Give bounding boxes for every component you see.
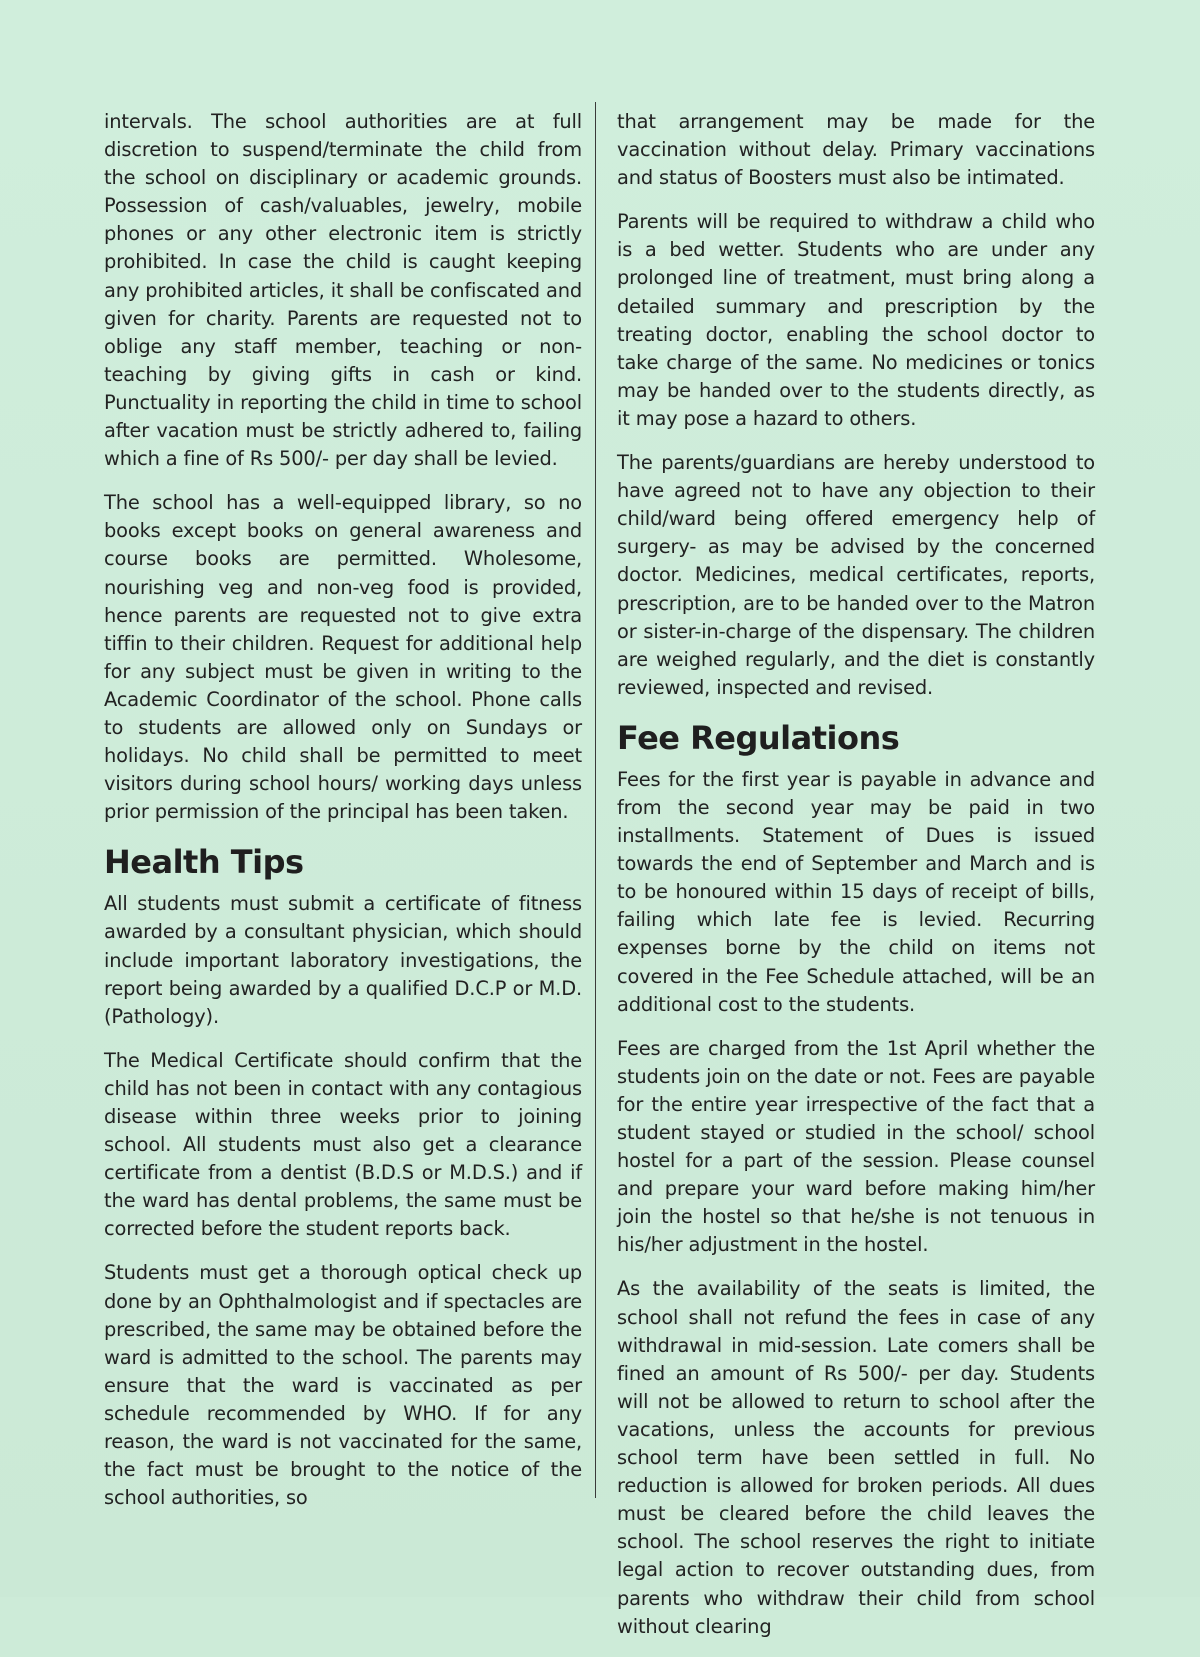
paragraph-bed-wetter-treatment: Parents will be required to withdraw a child who is a bed wetter. Students who are under any prolonged line of treatment, must bring along a detailed summary and prescription by the treating doctor, enabling the school doctor to take charge of the same. No medicines or tonics may be handed over to the students directly, as it may pose a hazard to others. [617, 210, 1095, 430]
health-tips-heading: Health Tips [104, 843, 304, 882]
paragraph-refund-policy: As the availability of the seats is limited, the school shall not refund the fees in case of any withdrawal in mid-session. Late comers shall be fined an amount of Rs 500/- per day. Students will not be allowed to return to school after the vacations, unless the accounts for previous school term have been settled in full. No reduction is allowed for broken periods. All dues must be cleared before the child leaves the school. The school reserves the right to initiate legal action to recover outstanding dues, from parents who withdraw their child from school without clearing [617, 1277, 1095, 1638]
paragraph-fitness-certificate: All students must submit a certificate of fitness awarded by a consultant physician, which should include important laboratory investigations, the report being awarded by a qualified D.C.P or M.D.(Pathology). [104, 892, 582, 1028]
paragraph-fee-charged-april: Fees are charged from the 1st April whether the students join on the date or not. Fees are payable for the entire year irrespective of the fact that a student stayed or studied in the school/ school hostel for a part of the session. Please counsel and prepare your ward before making him/her join the hostel so that he/she is not tenuous in his/her adjustment in the hostel. [617, 1036, 1095, 1257]
paragraph-library-food: The school has a well-equipped library, so no books except books on general awareness and course books are permitted. Wholesome, nourishing veg and non-veg food is provided, hence parents are requested not to give extra tiffin to their children. Request for additional help for any subject must be given in writing to the Academic Coordinator of the school. Phone calls to students are allowed only on Sundays or holidays. No child shall be permitted to meet visitors during school hours/ working days unless prior permission of the principal has been taken. [104, 491, 582, 824]
paragraph-medical-certificate: The Medical Certificate should confirm that the child has not been in contact with any contagious disease within three weeks prior to joining school. All students must also get a clearance certificate from a dentist (B.D.S or M.D.S.) and if the ward has dental problems, the same must be corrected before the student reports back. [104, 1048, 582, 1241]
paragraph-fee-installments: Fees for the first year is payable in advance and from the second year may be paid in two installments. Statement of Dues is issued towards the end of September and March and is to be honoured within 15 days of receipt of bills, failing which late fee is levied. Recurring expenses borne by the child on items not covered in the Fee Schedule attached, will be an additional cost to the students. [617, 767, 1095, 1016]
column-divider [595, 102, 596, 1498]
fee-regulations-heading: Fee Regulations [617, 718, 900, 757]
paragraph-optical-vaccination: Students must get a thorough optical check up done by an Ophthalmologist and if spectacles are prescribed, the same may be obtained before the ward is admitted to the school. The parents may ensure that the ward is vaccinated as per schedule recommended by WHO. If for any reason, the ward is not vaccinated for the same, the fact must be brought to the notice of the school authorities, so [104, 1261, 582, 1510]
paragraph-vaccination-arrangement: that arrangement may be made for the vaccination without delay. Primary vaccinations and status of Boosters must also be intimated. [617, 110, 1095, 190]
paragraph-emergency-surgery: The parents/guardians are hereby understood to have agreed not to have any objection to their child/ward being offered emergency help of surgery- as may be advised by the concerned doctor. Medicines, medical certificates, reports, prescription, are to be handed over to the Matron or sister-in-charge of the dispensary. The children are weighed regularly, and the diet is constantly reviewed, inspected and revised. [617, 451, 1095, 699]
right-column [617, 108, 1095, 1657]
left-column [104, 108, 582, 1528]
paragraph-discipline: intervals. The school authorities are at full discretion to suspend/terminate the child from the school on disciplinary or academic grounds. Possession of cash/valuables, jewelry, mobile phones or any other electronic item is strictly prohibited. In case the child is caught keeping any prohibited articles, it shall be confiscated and given for charity. Parents are requested not to oblige any staff member, teaching or non-teaching by giving gifts in cash or kind. Punctuality in reporting the child in time to school after vacation must be strictly adhered to, failing which a fine of Rs 500/- per day shall be levied. [104, 110, 582, 471]
